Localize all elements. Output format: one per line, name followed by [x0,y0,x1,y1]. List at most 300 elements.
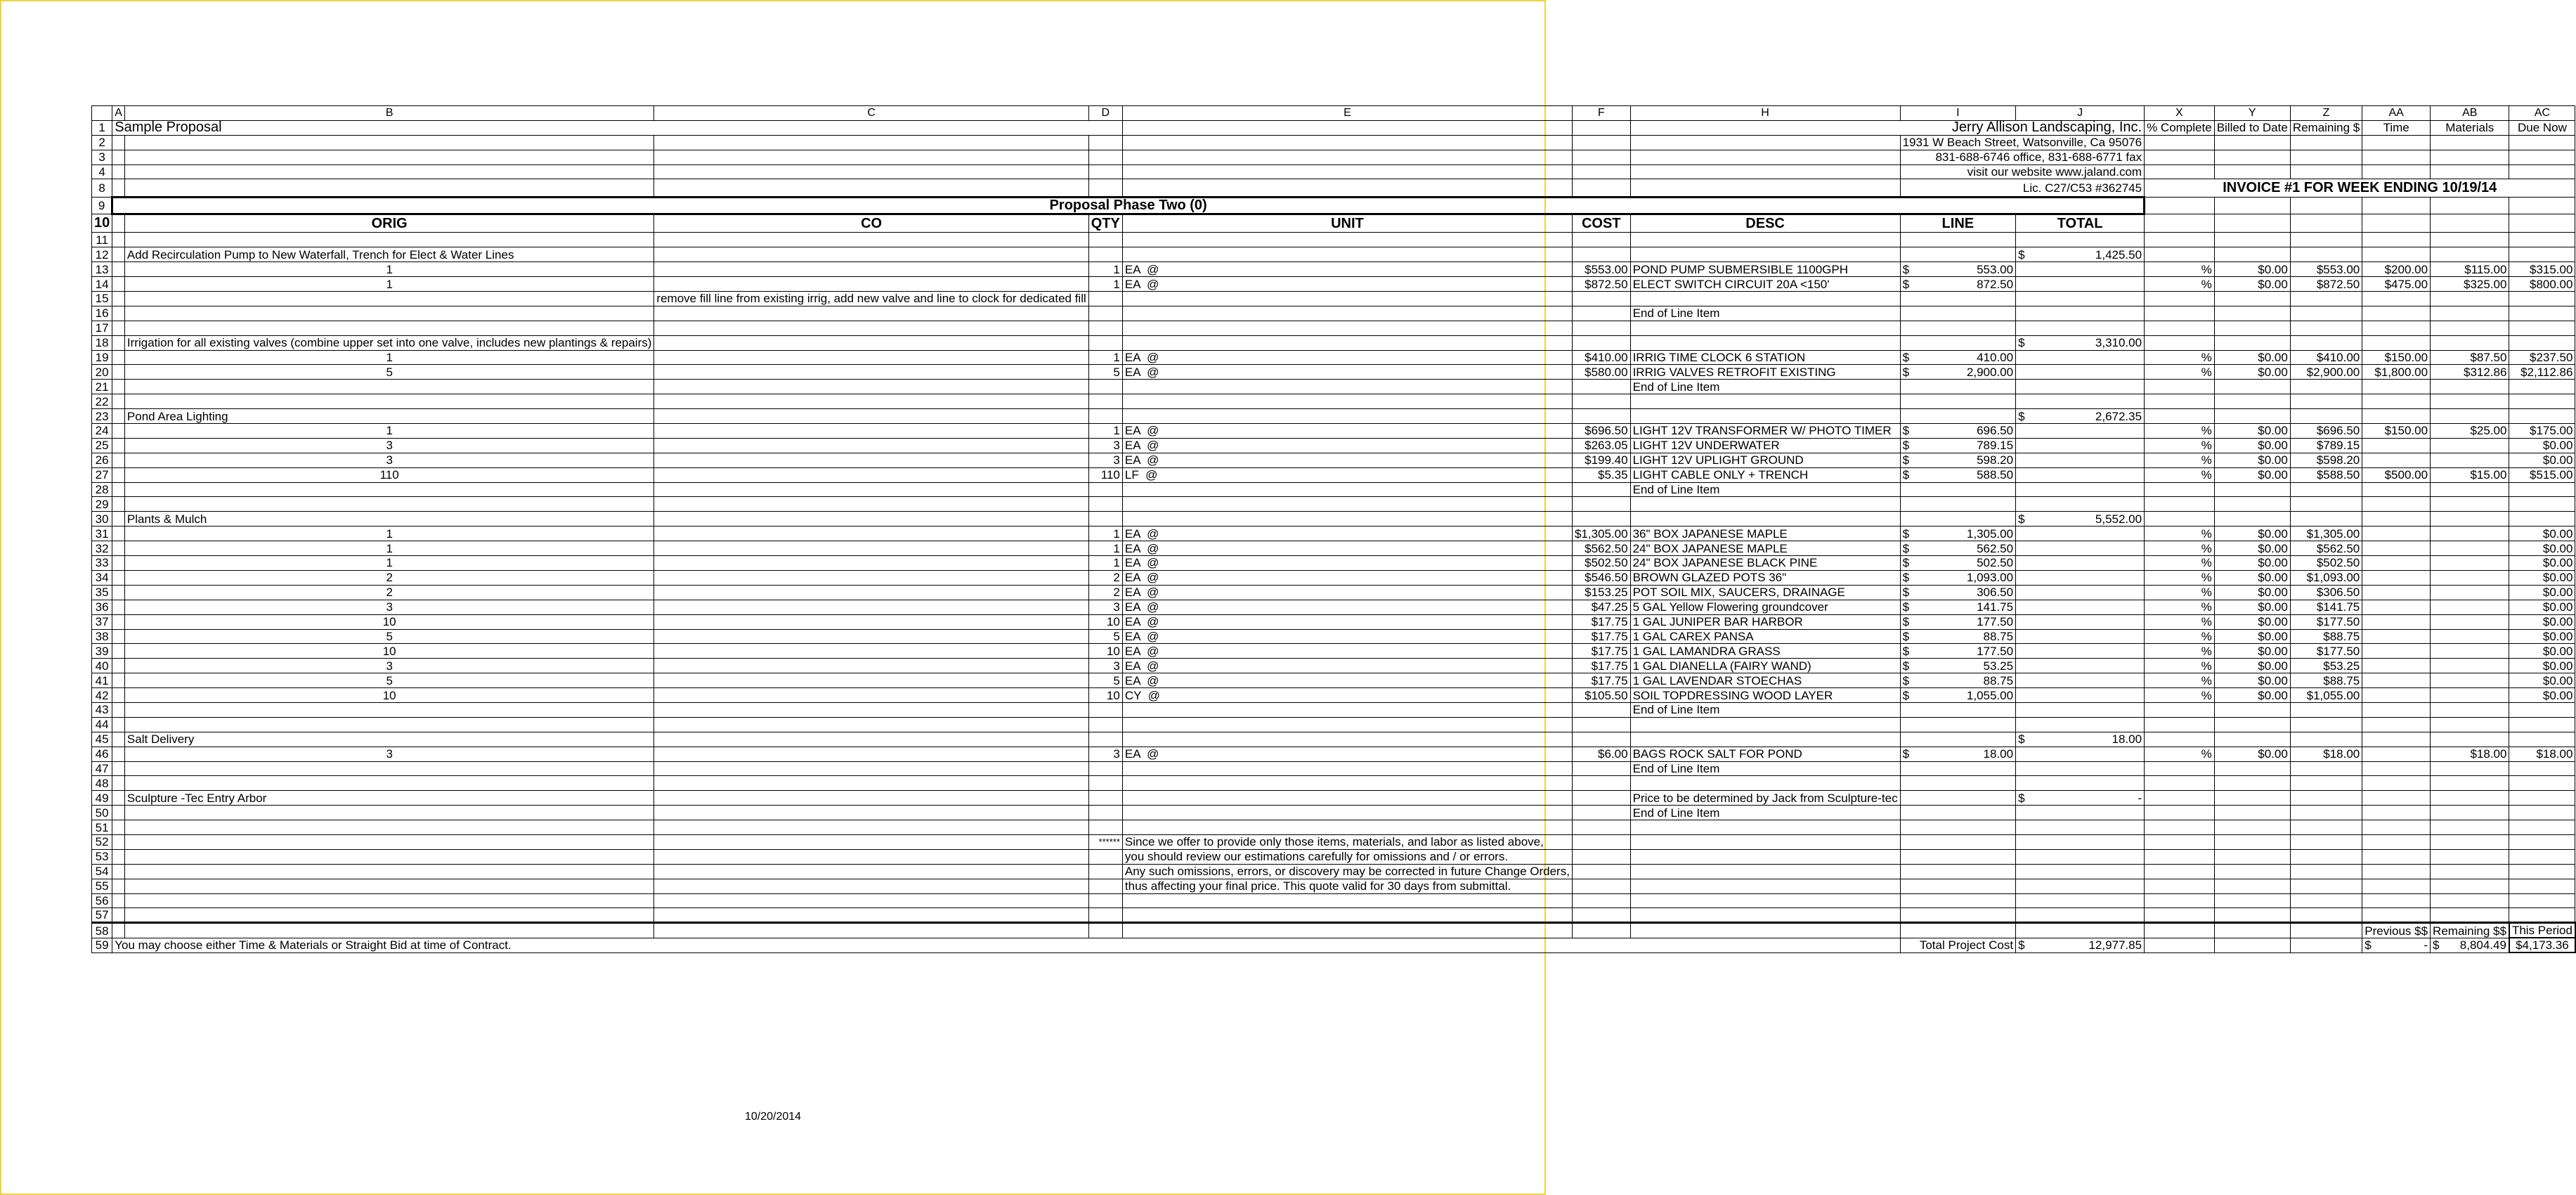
item-description[interactable] [1630,717,1900,732]
unit[interactable] [1122,820,1572,835]
cell[interactable] [2290,214,2362,233]
cell[interactable] [2362,292,2431,306]
due-now-amount[interactable]: $175.00 [2509,424,2575,439]
time-amount[interactable] [2362,747,2431,761]
total-amount[interactable] [2016,306,2145,321]
percent-complete[interactable]: % [2145,673,2215,688]
col-label-co[interactable]: CO [654,214,1088,233]
item-description[interactable]: BAGS ROCK SALT FOR POND [1630,747,1900,761]
section-title[interactable]: Irrigation for all existing valves (combine upper set into one valve, includes new plantings & repairs) [124,335,654,350]
cell[interactable] [2362,214,2431,233]
qty[interactable]: 1 [1088,350,1122,365]
cell[interactable] [2016,864,2145,879]
qty[interactable] [1088,321,1122,335]
co-qty[interactable] [654,365,1088,380]
remaining-amount[interactable]: $789.15 [2290,438,2362,453]
cell[interactable] [1088,179,1122,198]
materials-amount[interactable] [2431,233,2509,247]
section-total[interactable] [2016,732,2145,747]
cell[interactable] [1572,292,1630,306]
due-now-amount[interactable]: $0.00 [2509,585,2575,600]
col-header-x[interactable]: X [2145,106,2215,121]
due-now-amount[interactable] [2509,702,2575,717]
line-amount[interactable] [1900,702,2016,717]
percent-complete[interactable] [2145,908,2215,923]
remaining-amount[interactable] [2290,761,2362,776]
phase-title[interactable]: Proposal Phase Two (0) [112,198,2145,214]
remaining-amount[interactable]: $177.50 [2290,644,2362,659]
qty[interactable] [1088,702,1122,717]
line-amount[interactable] [1900,541,2016,556]
unit[interactable]: EA @ [1122,644,1572,659]
cell[interactable] [112,292,125,306]
percent-complete[interactable]: % [2145,644,2215,659]
cell[interactable] [2016,292,2145,306]
cell[interactable] [2290,292,2362,306]
co-qty[interactable] [654,350,1088,365]
qty[interactable] [1088,761,1122,776]
total-amount[interactable] [2016,717,2145,732]
remaining-amount[interactable] [2290,702,2362,717]
cell[interactable] [124,292,654,306]
cell[interactable] [654,849,1088,864]
billed-to-date[interactable]: $0.00 [2214,556,2290,571]
remaining-amount[interactable]: $88.75 [2290,673,2362,688]
time-amount[interactable] [2362,761,2431,776]
cell[interactable] [1630,292,1900,306]
item-description[interactable]: SOIL TOPDRESSING WOOD LAYER [1630,688,1900,703]
billed-to-date[interactable] [2214,380,2290,394]
percent-complete[interactable]: % [2145,277,2215,292]
co-qty[interactable] [654,776,1088,791]
cell[interactable] [2214,512,2290,527]
cell[interactable] [1088,791,1122,806]
time-amount[interactable] [2362,614,2431,629]
co-qty[interactable] [654,453,1088,467]
materials-amount[interactable] [2431,688,2509,703]
total-amount[interactable] [2016,467,2145,482]
unit[interactable] [1122,893,1572,908]
item-description[interactable]: LIGHT 12V TRANSFORMER W/ PHOTO TIMER [1630,424,1900,439]
percent-complete[interactable]: % [2145,365,2215,380]
cell[interactable] [2145,409,2215,424]
unit[interactable]: EA @ [1122,556,1572,571]
cell[interactable] [2509,409,2575,424]
cell[interactable] [2431,247,2509,262]
unit[interactable]: EA @ [1122,585,1572,600]
billed-to-date[interactable] [2214,482,2290,497]
billed-to-date[interactable]: $0.00 [2214,747,2290,761]
unit-cost[interactable] [1572,893,1630,908]
cell[interactable] [1088,164,1122,179]
remaining-amount[interactable] [2290,820,2362,835]
cell[interactable] [2509,164,2575,179]
billed-to-date[interactable]: $0.00 [2214,438,2290,453]
qty[interactable]: 1 [1088,541,1122,556]
cell[interactable] [1572,879,1630,893]
remaining-amount[interactable]: $177.50 [2290,614,2362,629]
cell[interactable] [2145,198,2215,214]
percent-complete[interactable]: % [2145,688,2215,703]
cell[interactable] [112,761,125,776]
billed-to-date[interactable] [2214,908,2290,923]
cell[interactable] [2290,164,2362,179]
cell[interactable] [1900,834,2016,849]
cell[interactable] [1572,791,1630,806]
cell[interactable] [654,335,1088,350]
qty[interactable]: 1 [1088,527,1122,541]
col-header-j[interactable]: J [2016,106,2145,121]
unit[interactable]: EA @ [1122,614,1572,629]
unit-cost[interactable] [1572,482,1630,497]
cell[interactable] [1630,135,1900,150]
cell[interactable] [2145,214,2215,233]
percent-complete[interactable]: % [2145,556,2215,571]
qty[interactable] [1088,776,1122,791]
unit[interactable]: EA @ [1122,262,1572,277]
cell[interactable] [1572,120,1630,135]
billed-to-date[interactable] [2214,776,2290,791]
unit[interactable]: EA @ [1122,277,1572,292]
cell[interactable] [2362,864,2431,879]
cell[interactable] [1630,834,1900,849]
billed-to-date[interactable]: $0.00 [2214,527,2290,541]
cell[interactable] [1088,512,1122,527]
cell[interactable] [2362,512,2431,527]
cell[interactable] [2362,164,2431,179]
line-amount[interactable] [1900,570,2016,585]
cell[interactable] [112,247,125,262]
cell[interactable] [2431,292,2509,306]
item-description[interactable]: 1 GAL LAVENDAR STOECHAS [1630,673,1900,688]
cell[interactable] [112,541,125,556]
remaining-amount[interactable] [2290,482,2362,497]
percent-complete[interactable] [2145,233,2215,247]
orig-qty[interactable]: 110 [124,467,654,482]
billed-to-date[interactable] [2214,394,2290,409]
due-now-amount[interactable] [2509,482,2575,497]
cell[interactable] [124,864,654,879]
orig-qty[interactable] [124,893,654,908]
cell[interactable] [2290,879,2362,893]
disclaimer-text[interactable]: Since we offer to provide only those items, materials, and labor as listed above, [1122,834,1572,849]
line-amount[interactable] [1900,614,2016,629]
percent-complete[interactable] [2145,776,2215,791]
cell[interactable] [2214,732,2290,747]
cell[interactable] [2362,791,2431,806]
cell[interactable] [2431,150,2509,164]
line-amount[interactable] [1900,277,2016,292]
cell[interactable] [112,864,125,879]
billed-to-date[interactable]: $0.00 [2214,644,2290,659]
cell[interactable] [1122,292,1572,306]
time-amount[interactable] [2362,527,2431,541]
cell[interactable] [112,879,125,893]
orig-qty[interactable]: 3 [124,600,654,614]
line-amount[interactable] [1900,659,2016,673]
cell[interactable] [2509,247,2575,262]
time-amount[interactable]: $1,800.00 [2362,365,2431,380]
co-qty[interactable] [654,277,1088,292]
cell[interactable] [2431,198,2509,214]
unit[interactable]: EA @ [1122,747,1572,761]
percent-complete[interactable]: % [2145,659,2215,673]
time-amount[interactable]: $150.00 [2362,424,2431,439]
cell[interactable] [1122,409,1572,424]
co-qty[interactable] [654,600,1088,614]
billed-to-date[interactable] [2214,233,2290,247]
cell[interactable] [1900,512,2016,527]
remaining-amount[interactable]: $1,093.00 [2290,570,2362,585]
orig-qty[interactable] [124,776,654,791]
time-amount[interactable] [2362,629,2431,644]
cell[interactable] [2290,335,2362,350]
materials-amount[interactable] [2431,659,2509,673]
section-title[interactable]: Plants & Mulch [124,512,654,527]
time-amount[interactable]: $200.00 [2362,262,2431,277]
cell[interactable] [654,135,1088,150]
total-amount[interactable] [2016,424,2145,439]
cell[interactable] [1900,732,2016,747]
qty[interactable]: 1 [1088,424,1122,439]
co-qty[interactable] [654,761,1088,776]
cell[interactable] [2214,135,2290,150]
item-description[interactable]: 36" BOX JAPANESE MAPLE [1630,527,1900,541]
cell[interactable] [654,247,1088,262]
orig-qty[interactable]: 1 [124,527,654,541]
cell[interactable] [124,923,654,938]
unit[interactable]: EA @ [1122,424,1572,439]
unit-cost[interactable] [1572,806,1630,820]
cell[interactable] [112,570,125,585]
previous-amount[interactable] [2362,938,2431,952]
time-amount[interactable] [2362,688,2431,703]
orig-qty[interactable]: 3 [124,747,654,761]
co-qty[interactable] [654,717,1088,732]
disclaimer-text[interactable]: thus affecting your final price. This quote valid for 30 days from submittal. [1122,879,1572,893]
cell[interactable] [1088,335,1122,350]
materials-amount[interactable]: $87.50 [2431,350,2509,365]
time-amount[interactable] [2362,702,2431,717]
section-title[interactable]: Salt Delivery [124,732,654,747]
cell[interactable] [112,791,125,806]
item-description[interactable]: 1 GAL DIANELLA (FAIRY WAND) [1630,659,1900,673]
cell[interactable] [654,164,1088,179]
disclaimer-stars[interactable] [1088,864,1122,879]
cell[interactable] [2431,732,2509,747]
percent-complete[interactable]: % [2145,600,2215,614]
line-amount[interactable] [1900,585,2016,600]
end-of-line-item[interactable]: End of Line Item [1630,380,1900,394]
cell[interactable] [112,424,125,439]
billed-to-date[interactable]: $0.00 [2214,659,2290,673]
col-header-h[interactable]: H [1630,106,1900,121]
unit-cost[interactable] [1572,702,1630,717]
col-header-y[interactable]: Y [2214,106,2290,121]
unit[interactable] [1122,482,1572,497]
cell[interactable] [2431,164,2509,179]
qty[interactable]: 5 [1088,365,1122,380]
due-now-amount[interactable] [2509,306,2575,321]
qty[interactable] [1088,717,1122,732]
unit[interactable] [1122,717,1572,732]
percent-complete[interactable] [2145,806,2215,820]
cell[interactable] [124,150,654,164]
cell[interactable] [1900,879,2016,893]
billed-to-date[interactable] [2214,761,2290,776]
cell[interactable] [1122,247,1572,262]
cell[interactable] [2214,247,2290,262]
total-amount[interactable] [2016,600,2145,614]
cell[interactable] [112,409,125,424]
materials-amount[interactable] [2431,306,2509,321]
item-description[interactable]: LIGHT CABLE ONLY + TRENCH [1630,467,1900,482]
col-header-i[interactable]: I [1900,106,2016,121]
materials-amount[interactable] [2431,380,2509,394]
cell[interactable] [2509,150,2575,164]
total-amount[interactable] [2016,585,2145,600]
billed-to-date[interactable]: $0.00 [2214,350,2290,365]
cell[interactable] [2016,834,2145,849]
cell[interactable] [2290,834,2362,849]
cell[interactable] [1088,292,1122,306]
materials-amount[interactable] [2431,541,2509,556]
cell[interactable] [112,380,125,394]
cell[interactable] [112,673,125,688]
orig-qty[interactable] [124,394,654,409]
unit-cost[interactable]: $546.50 [1572,570,1630,585]
unit[interactable]: EA @ [1122,438,1572,453]
line-amount[interactable] [1900,365,2016,380]
due-now-amount[interactable] [2509,233,2575,247]
unit[interactable] [1122,806,1572,820]
cell[interactable] [2362,135,2431,150]
materials-amount[interactable] [2431,321,2509,335]
remaining-amount[interactable]: $1,305.00 [2290,527,2362,541]
due-now-amount[interactable]: $800.00 [2509,277,2575,292]
time-amount[interactable] [2362,570,2431,585]
item-description[interactable]: BROWN GLAZED POTS 36" [1630,570,1900,585]
item-description[interactable]: 1 GAL JUNIPER BAR HARBOR [1630,614,1900,629]
percent-complete[interactable]: % [2145,262,2215,277]
remaining-amount[interactable]: $53.25 [2290,659,2362,673]
cell[interactable] [124,164,654,179]
materials-amount[interactable] [2431,820,2509,835]
materials-amount[interactable] [2431,644,2509,659]
cell[interactable] [654,512,1088,527]
cell[interactable] [2362,879,2431,893]
remaining-amount[interactable] [2290,908,2362,923]
due-now-amount[interactable]: $0.00 [2509,556,2575,571]
item-description[interactable] [1630,776,1900,791]
orig-qty[interactable] [124,497,654,512]
item-description[interactable]: LIGHT 12V UPLIGHT GROUND [1630,453,1900,467]
co-qty[interactable] [654,306,1088,321]
cell[interactable] [112,702,125,717]
cell[interactable] [1122,335,1572,350]
cell[interactable] [112,321,125,335]
company-phone[interactable]: 831-688-6746 office, 831-688-6771 fax [1900,150,2145,164]
time-amount[interactable] [2362,585,2431,600]
cell[interactable] [112,820,125,835]
co-qty[interactable] [654,908,1088,923]
company-website[interactable]: visit our website www.jaland.com [1900,164,2145,179]
due-now-amount[interactable] [2509,806,2575,820]
inv-col-billed-to-date[interactable]: Billed to Date [2214,120,2290,135]
unit-cost[interactable]: $263.05 [1572,438,1630,453]
cell[interactable] [2509,732,2575,747]
due-now-amount[interactable] [2509,497,2575,512]
unit[interactable] [1122,702,1572,717]
line-amount[interactable] [1900,908,2016,923]
cell[interactable] [2362,150,2431,164]
cell[interactable] [2145,335,2215,350]
orig-qty[interactable]: 1 [124,556,654,571]
billed-to-date[interactable]: $0.00 [2214,365,2290,380]
line-amount[interactable] [1900,380,2016,394]
billed-to-date[interactable]: $0.00 [2214,629,2290,644]
unit-cost[interactable]: $410.00 [1572,350,1630,365]
materials-amount[interactable] [2431,453,2509,467]
col-label-desc[interactable]: DESC [1630,214,1900,233]
co-qty[interactable] [654,570,1088,585]
line-amount[interactable] [1900,321,2016,335]
cell[interactable] [112,644,125,659]
cell[interactable] [2431,135,2509,150]
cell[interactable] [2145,247,2215,262]
cell[interactable] [2509,879,2575,893]
unit[interactable] [1122,321,1572,335]
line-amount[interactable] [1900,482,2016,497]
qty[interactable]: 3 [1088,659,1122,673]
unit-cost[interactable]: $47.25 [1572,600,1630,614]
cell[interactable] [1572,135,1630,150]
percent-complete[interactable]: % [2145,438,2215,453]
unit-cost[interactable] [1572,233,1630,247]
materials-amount[interactable] [2431,570,2509,585]
cell[interactable] [112,849,125,864]
qty[interactable] [1088,306,1122,321]
line-amount[interactable] [1900,262,2016,277]
cell[interactable] [112,214,125,233]
cell[interactable] [1630,849,1900,864]
cell[interactable] [2214,923,2290,938]
cell[interactable] [1088,135,1122,150]
cell[interactable] [2431,335,2509,350]
unit-cost[interactable]: $17.75 [1572,644,1630,659]
time-amount[interactable] [2362,820,2431,835]
orig-qty[interactable]: 2 [124,585,654,600]
cell[interactable] [1088,409,1122,424]
cell[interactable] [2362,834,2431,849]
col-label-qty[interactable]: QTY [1088,214,1122,233]
total-amount[interactable] [2016,438,2145,453]
time-amount[interactable]: $500.00 [2362,467,2431,482]
unit[interactable] [1122,497,1572,512]
item-description[interactable] [1630,394,1900,409]
orig-qty[interactable]: 10 [124,614,654,629]
unit-cost[interactable]: $696.50 [1572,424,1630,439]
billed-to-date[interactable]: $0.00 [2214,614,2290,629]
total-amount[interactable] [2016,233,2145,247]
percent-complete[interactable] [2145,761,2215,776]
unit-cost[interactable]: $580.00 [1572,365,1630,380]
cell[interactable] [112,179,125,198]
unit[interactable] [1122,380,1572,394]
cell[interactable] [2362,732,2431,747]
time-amount[interactable] [2362,893,2431,908]
qty[interactable]: 3 [1088,453,1122,467]
